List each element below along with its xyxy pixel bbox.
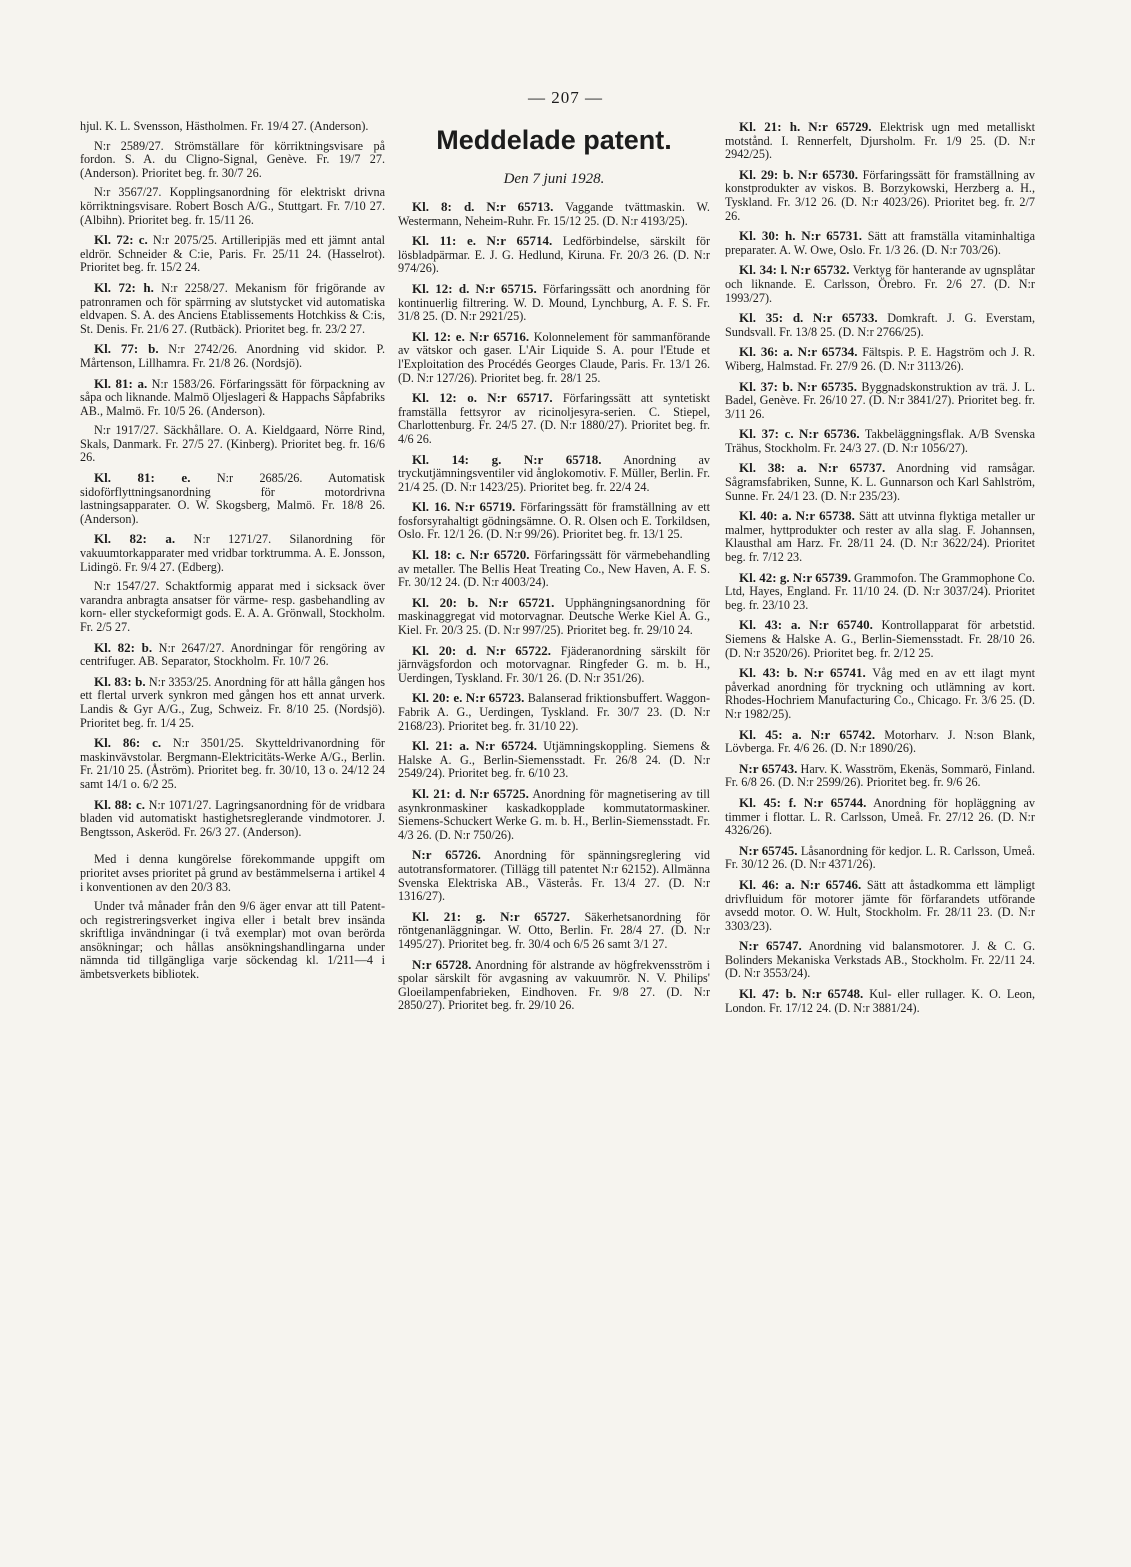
section-title: Meddelade patent. [436,125,672,155]
patent-entry [725,666,1035,721]
class-label: Kl. 37: b. [739,378,793,394]
notice-paragraph: Med i denna kungörelse förekommande uppgift om prioritet avses prioritet på grund av bestämmelserna i artikel 4 i konventionen av den 20/3 83. [80,852,385,894]
class-label: Kl. 83: b. [94,673,146,689]
patent-entry [725,728,1035,756]
entry-text: N:r 2075/25. Artilleripjäs med ett jämnt antal eldrör. Schneider & C:ie, Paris. Fr. 25/11 24. (Hasselrot). Prioritet beg. fr. 15/2 24. [80,233,386,275]
entry-text: Kontrollapparat för arbetstid. Siemens & Halske A. G., Berlin-Siemensstadt. Fr. 28/10 26. (D. N:r 3520/26). Prioritet beg. fr. 2/12 25. [725,618,1036,660]
patent-number: N:r 65717. [487,390,553,406]
patent-entry [725,427,1035,455]
entry-text: Förfaringssätt för värmebehandling av metaller. The Bellis Heat Treating Co., New Haven, A. F. S. Fr. 30/12 24. (D. N:r 4003/24). [398,548,711,590]
patent-entry [725,939,1035,981]
patent-number: N:r 65733. [812,310,878,326]
patent-number: N:r 65723. [465,690,525,706]
patent-entry [398,910,710,952]
patent-entry [80,140,385,181]
entry-text: Grammofon. The Grammophone Co. Ltd, Hayes, England. Fr. 11/10 24. (D. N:r 3037/24). Prioritet beg. fr. 23/10 23. [725,570,1035,612]
class-label: Kl. 12: d. [412,280,470,296]
class-label: Kl. 12: e. [412,328,465,344]
class-label: Kl. 43: a. [739,617,801,633]
patent-entry [398,282,710,324]
patent-number: N:r 65718. [523,451,602,467]
entry-text: Balanserad friktionsbuffert. Waggon-Fabrik A. G., Uerdingen, Tyskland. Fr. 30/7 23. (D. N:r 2168/23). Prioritet beg. fr. 31/10 22). [398,691,710,733]
entry-text: Förfaringssätt för framställning av ett fosforsyrahaltigt gödningsämne. O. R. Olsen och E. Torkildsen, Oslo. Fr. 12/1 26. (D. N:r 99/26). Prioritet beg. fr. 13/1 25. [398,500,711,542]
patent-entry [725,380,1035,422]
class-label: Kl. 34: l. [739,262,788,278]
entry-text: Elektrisk ugn med metalliskt motstånd. I. Rennerfelt, Djursholm. Fr. 1/9 25. (D. N:r 2942/25). [725,120,1035,162]
notice-paragraph: Under två månader från den 9/6 äger envar att till Patent- och registreringsverket ingiva eller i betalt brev insända skriftliga invändningar (i två exemplar) mot ovan berörda ansökningar; och hållas ansökningshandlingarna under nämnda tid tillgängliga varje söckendag kl. 1/211—4 i ämbetsverkets bibliotek. [80,899,385,982]
middle-entries [398,200,710,1013]
class-label: Kl. 30: h. [739,228,796,244]
class-label: Kl. 16. [412,499,451,515]
class-label: Kl. 21: g. [412,908,486,924]
patent-number: N:r 65735. [797,378,857,394]
patent-entry [725,120,1035,162]
patent-entry [398,330,710,385]
class-label: Kl. 86: c. [94,735,162,751]
class-label: Kl. 42: g. [739,569,790,585]
class-label: Kl. 20: d. [412,642,477,658]
patent-number: N:r 65745. [739,842,798,858]
entry-text: N:r 1547/27. Schaktformig apparat med i sicksack över varandra anbragta ansatser för värme- resp. gasbehandling av korn- eller styckeformigt gods. E. A. A. Grönwall, Stockholm. Fr. 2/5 27. [80,579,385,634]
entry-text: Förfaringssätt för framställning av konstprodukter av viskos. B. Borzykowski, Herzberg a. H., Tyskland. Fr. 3/12 26. (D. N:r 4023/26). Prioritet beg. fr. 2/7 26. [725,167,1035,223]
class-label: Kl. 20: b. [412,594,479,610]
patent-entry [80,342,385,370]
patent-entry [80,120,385,134]
class-label: Kl. 21: h. [739,119,801,134]
patent-number: N:r 65713. [486,199,554,214]
class-label: Kl. 12: o. [412,390,477,406]
class-label: Kl. 8: d. [412,199,475,214]
right-column [725,120,1035,1021]
patent-entry [725,987,1035,1015]
patent-number: N:r 65724. [475,738,537,754]
entry-text: Anordning av tryckutjämningsventiler vid ånglokomotiv. F. Müller, Berlin. Fr. 21/4 25. (D. N:r 1423/25). Prioritet beg. fr. 22/4 24. [398,452,711,494]
patent-entry [398,200,710,228]
middle-column [398,120,710,1019]
entry-text: Kul- eller rullager. K. O. Leon, London. Fr. 17/12 24. (D. N:r 3881/24). [725,987,1035,1015]
patent-entry [398,787,710,842]
entry-text: Anordning för alstrande av högfrekvensström i spolar särskilt för avgasning av vakuumrör. N. V. Philips' Gloeilampenfabrieken, Eindhoven. Fr. 9/8 27. (D. N:r 2850/27). Prioritet beg. fr. 29/10 26. [398,957,711,1013]
patent-entry [725,796,1035,838]
patent-number: N:r 65744. [803,794,867,810]
patent-entry [80,798,385,840]
patent-entry [725,618,1035,660]
entry-text: N:r 2647/27. Anordningar för rengöring av centrifuger. AB. Separator, Stockholm. Fr. 10/7 26. [80,640,385,669]
class-label: Kl. 29: b. [739,166,794,182]
class-label: Kl. 35: d. [739,310,804,326]
patent-entry [80,580,385,634]
entry-text: Harv. K. Wasström, Ekenäs, Sommarö, Finland. Fr. 6/8 26. (D. N:r 2599/26). Prioritet beg. fr. 9/6 26. [725,761,1036,790]
patent-entry [398,739,710,781]
entry-text: N:r 2742/26. Anordning vid skidor. P. Mårtenson, Lillhamra. Fr. 21/8 26. (Nordsjö). [80,342,385,370]
patent-number: N:r 65720. [469,547,530,563]
patent-number: N:r 65738. [795,508,855,524]
patent-entry [80,377,385,419]
patent-entry [398,848,710,903]
patent-entry [80,736,385,791]
patent-entry [725,311,1035,339]
patent-number: N:r 65732. [790,262,850,278]
patent-number: N:r 65716. [469,328,530,344]
entry-text: Sätt att åstadkomma ett lämpligt drivfluidum för motorer jämte för förfarandets utförande avsedd motor. O. W. Hult, Stockholm. Fr. 28/11 23. (D. N:r 3303/23). [725,877,1035,933]
entry-text: hjul. K. L. Svensson, Hästholmen. Fr. 19/4 27. (Anderson). [80,119,369,133]
class-label: Kl. 43: b. [739,665,798,681]
patent-entry [398,958,710,1013]
patent-number: N:r 65726. [412,847,481,863]
entry-text: N:r 2258/27. Mekanism för frigörande av patronramen och för spärrning av slutstycket vid automatiska eldvapen. S. A. des Anciens Etablissements Hotchkiss & C:is, St. Denis. Fr. 21/6 27. (Rutbäck). Prioritet beg. fr. 23/2 27. [80,280,385,336]
class-label: Kl. 45: f. [739,794,797,810]
patent-number: N:r 65725. [469,785,529,801]
entry-text: Verktyg för hanterande av ugnsplåtar och liknande. E. Carlsson, Örebro. Fr. 2/6 27. (D. N:r 1993/27). [725,263,1035,305]
patent-entry [725,229,1035,257]
patent-number: N:r 65737. [818,460,886,476]
patent-number: N:r 65719. [455,499,516,515]
class-label: Kl. 37: c. [739,426,794,442]
patent-entry [80,532,385,574]
entry-text: N:r 3501/25. Skytteldrivanordning för maskinvävstolar. Bergmann-Elektricitäts-Werke A/G., Berlin. Fr. 21/10 25. (Åström). Prioritet beg. fr. 30/10, 13 o. 24/12 24 samt 14/1 o. 6/2 25. [80,736,385,791]
patent-entry [80,281,385,336]
patent-number: N:r 65739. [792,569,851,585]
patent-entry [398,234,710,276]
entry-text: Säkerhetsanordning för röntgenanläggningar. W. Otto, Berlin. Fr. 28/4 27. (D. N:r 1495/27). Prioritet beg. fr. 30/4 och 6/5 26 samt 3/1 27. [398,909,711,951]
class-label: Kl. 72: c. [94,232,148,248]
patent-entry [398,548,710,590]
patent-number: N:r 65740. [809,617,873,633]
patent-number: N:r 65727. [500,908,570,924]
class-label: Kl. 21: d. [412,785,466,801]
entry-text: Låsanordning för kedjor. L. R. Carlsson, Umeå. Fr. 30/12 26. (D. N:r 4371/26). [725,843,1035,872]
patent-entry [398,391,710,446]
patent-entry [725,461,1035,503]
patent-number: N:r 65742. [810,726,876,742]
class-label: Kl. 11: e. [412,233,477,249]
patent-entry [80,675,385,730]
patent-entry [398,500,710,542]
entry-text: Domkraft. J. G. Everstam, Sundsvall. Fr. 13/8 25. (D. N:r 2766/25). [725,311,1036,339]
patent-entry [80,424,385,465]
patent-number: N:r 65731. [801,228,863,244]
entry-text: Fältspis. P. E. Hagström och J. R. Wiberg, Halmstad. Fr. 27/9 26. (D. N:r 3113/26). [725,345,1035,373]
patent-number: N:r 65715. [475,280,537,296]
class-label: Kl. 77: b. [94,341,159,357]
patent-entry [725,509,1035,564]
page-number: — 207 — [528,88,603,107]
patent-number: N:r 65747. [739,938,802,954]
entry-text: N:r 1917/27. Säckhållare. O. A. Kieldgaard, Nörre Rind, Skals, Danmark. Fr. 27/5 27. (Kinberg). Prioritet beg. fr. 16/6 26. [80,423,385,465]
entry-text: Sätt att framställa vitaminhaltiga preparater. A. W. Owe, Oslo. Fr. 1/3 26. (D. N:r 703/26). [725,229,1035,257]
patent-entry [398,644,710,686]
entry-text: Våg med en av ett ilagt mynt påverkad anordning för tryckning och utlämning av kort. Rhodes-Hochriem Manufacturing Co., Chicago. Fr. 3/6 25. (D. N:r 1982/25). [725,666,1035,721]
entry-text: N:r 3353/25. Anordning för att hålla gången hos ett flertal urverk synkron med gången hos ett annat urverk. Landis & Gyr A/G., Zug, Schweiz. Fr. 8/10 25. (Nordsjö). Prioritet beg. fr. 1/4 25. [80,674,386,730]
class-label: Kl. 82: b. [94,639,153,655]
patent-number: N:r 65743. [739,760,798,776]
patent-number: N:r 65730. [798,166,858,182]
patent-number: N:r 65729. [808,119,872,134]
class-label: Kl. 18: c. [412,547,466,563]
entry-text: N:r 1071/27. Lagringsanordning för de vridbara bladen vid automatiskt hastighetsreglerande vindmotorer. J. Bengtsson, Askeröd. Fr. 26/3 27. (Anderson). [80,797,385,839]
class-label: Kl. 20: e. [412,690,463,706]
patent-entry [725,844,1035,872]
patent-entry [725,168,1035,223]
entry-text: Anordning vid balansmotorer. J. & C. G. Bolinders Mekaniska Verkstads AB., Stockholm. Fr. 22/11 24. (D. N:r 3553/24). [725,939,1035,981]
class-label: Kl. 38: a. [739,460,807,476]
class-label: Kl. 47: b. [739,986,797,1002]
entry-text: Anordning för spänningsreglering vid autotransformatorer. (Tillägg till patentet N:r 62152). Allmänna Svenska Elektriska AB., Västerås. Fr. 13/4 27. (D. N:r 1316/27). [398,848,710,904]
left-column [80,120,385,988]
entry-text: Förfaringssätt och anordning för kontinuerlig filtrering. W. D. Mound, Lynchburg, A. F. S. Fr. 31/8 25. (D. N:r 2921/25). [398,281,711,324]
class-label: Kl. 21: a. [412,738,470,754]
patent-entry [725,345,1035,373]
class-label: Kl. 82: a. [94,531,176,547]
patent-number: N:r 65746. [800,876,862,892]
section-date: Den 7 juni 1928. [503,171,605,187]
class-label: Kl. 88: c. [94,796,145,812]
entry-text: Takbeläggningsflak. A/B Svenska Trähus, Stockholm. Fr. 24/3 27. (D. N:r 1056/27). [725,427,1035,455]
patent-number: N:r 65748. [802,986,864,1002]
entry-text: Motorharv. J. N:son Blank, Lövberga. Fr. 4/6 26. (D. N:r 1890/26). [725,727,1036,756]
entry-text: Kolonnelement för sammanförande av vätskor och gaser. L'Air Liquide S. A. pour l'Etude et l'Exploitation des Procédés Georges Claude, Paris. Fr. 13/1 26. (D. N:r 127/26). Prioritet beg. fr. 28/1 25. [398,329,711,385]
entry-text: Sätt att utvinna flyktiga metaller ur malmer, hyttprodukter och rester av alla slag. F. Johannsen, Klausthal am Harz. Fr. 28/11 24. (D. N:r 3622/24). Prioritet beg. fr. 7/12 23. [725,509,1035,565]
entry-text: Utjämningskoppling. Siemens & Halske A. G., Berlin-Siemensstadt. Fr. 26/8 24. (D. N:r 2549/24). Prioritet beg. fr. 6/10 23. [398,739,710,781]
entry-text: N:r 1271/27. Silanordning för vakuumtorkapparater med vridbar torktrumma. A. E. Jonsson, Lidingö. Fr. 9/4 27. (Edberg). [80,532,386,574]
class-label: Kl. 14: g. [412,451,502,467]
class-label: Kl. 46: a. [739,876,795,892]
patent-entry [725,263,1035,305]
patent-number: N:r 65721. [488,594,555,610]
patent-entry [725,878,1035,933]
entry-text: Förfaringssätt att syntetiskt framställa fettsyror av ricinoljesyra-serien. C. Stiepel, Charlottenburg. Fr. 24/5 27. (D. N:r 1880/27). Prioritet beg. fr. 4/6 26. [398,391,710,446]
entry-text: Ledförbindelse, särskilt för lösbladpärmar. E. J. G. Hedlund, Kiruna. Fr. 20/3 26. (D. N:r 974/26). [398,234,711,276]
patent-entry [398,691,710,733]
entry-text: N:r 3567/27. Kopplingsanordning för elektriskt drivna körriktningsvisare. Robert Bosch A/G., Stuttgart. Fr. 7/10 27. (Albihn). Prioritet beg. fr. 15/11 26. [80,185,385,227]
patent-number: N:r 65728. [412,956,472,972]
entry-text: Anordning för magnetisering av till asynkronmaskiner kaskadkopplade kommutatormaskiner. Siemens-Schuckert Werke G. m. b. H., Berlin-Siemensstadt. Fr. 4/3 26. (D. N:r 750/26). [398,786,710,842]
patent-number: N:r 65722. [486,642,552,658]
class-label: Kl. 36: a. [739,344,793,360]
class-label: Kl. 72: h. [94,279,154,295]
patent-number: N:r 65734. [797,344,858,360]
patent-entry [725,571,1035,613]
patent-entry [80,641,385,669]
patent-number: N:r 65736. [799,426,860,442]
class-label: Kl. 81: a. [94,375,148,391]
patent-entry [725,762,1035,790]
patent-number: N:r 65714. [486,233,553,249]
patent-entry [80,233,385,275]
class-label: Kl. 81: e. [94,470,191,486]
patent-number: N:r 65741. [804,665,866,681]
entry-text: Upphängningsanordning för maskinaggregat vid motorvagnar. Deutsche Werke Kiel A. G., Kiel. Fr. 20/3 25. (D. N:r 997/25). Prioritet beg. fr. 29/10 24. [398,595,711,638]
entry-text: Vaggande tvättmaskin. W. Westermann, Neheim-Ruhr. Fr. 15/12 25. (D. N:r 4193/25). [398,200,710,228]
class-label: Kl. 45: a. [739,726,802,742]
class-label: Kl. 40: a. [739,508,792,524]
entry-text: N:r 1583/26. Förfaringssätt för förpackning av såpa och liknande. Malmö Oljeslageri & Happachs Såpfabriks AB., Malmö. Fr. 10/5 26. (Anderson). [80,376,385,418]
patent-entry [398,453,710,495]
entry-text: Anordning vid ramsågar. Sågramsfabriken, Sunne, K. L. Gunnarson och Karl Sahlström, Sunne. Fr. 24/1 23. (D. N:r 235/23). [725,461,1035,503]
patent-entry [80,471,385,526]
entry-text: Fjäderanordning särskilt för järnvägsfordon och motorvagnar. Ringfeder G. m. b. H., Uerdingen, Tyskland. Fr. 30/1 26. (D. N:r 351/26). [398,643,711,685]
patent-entry [80,186,385,227]
entry-text: Byggnadskonstruktion av trä. J. L. Badel, Genève. Fr. 26/10 27. (D. N:r 3841/27). Prioritet beg. fr. 3/11 26. [725,379,1035,421]
entry-text: N:r 2685/26. Automatisk sidoförflyttningsanordning för motordrivna lastningsapparater. O. W. Skogsberg, Malmö. Fr. 18/8 26. (Anderson). [80,471,386,526]
patent-entry [398,596,710,638]
entry-text: N:r 2589/27. Strömställare för körriktningsvisare på fordon. S. A. du Cligno-Signal, Genève. Fr. 19/7 27. (Anderson). Prioritet beg. fr. 30/7 26. [80,138,385,180]
entry-text: Anordning för hopläggning av timmer i flottar. L. R. Carlsson, Umeå. Fr. 27/12 26. (D. N:r 4326/26). [725,795,1035,838]
